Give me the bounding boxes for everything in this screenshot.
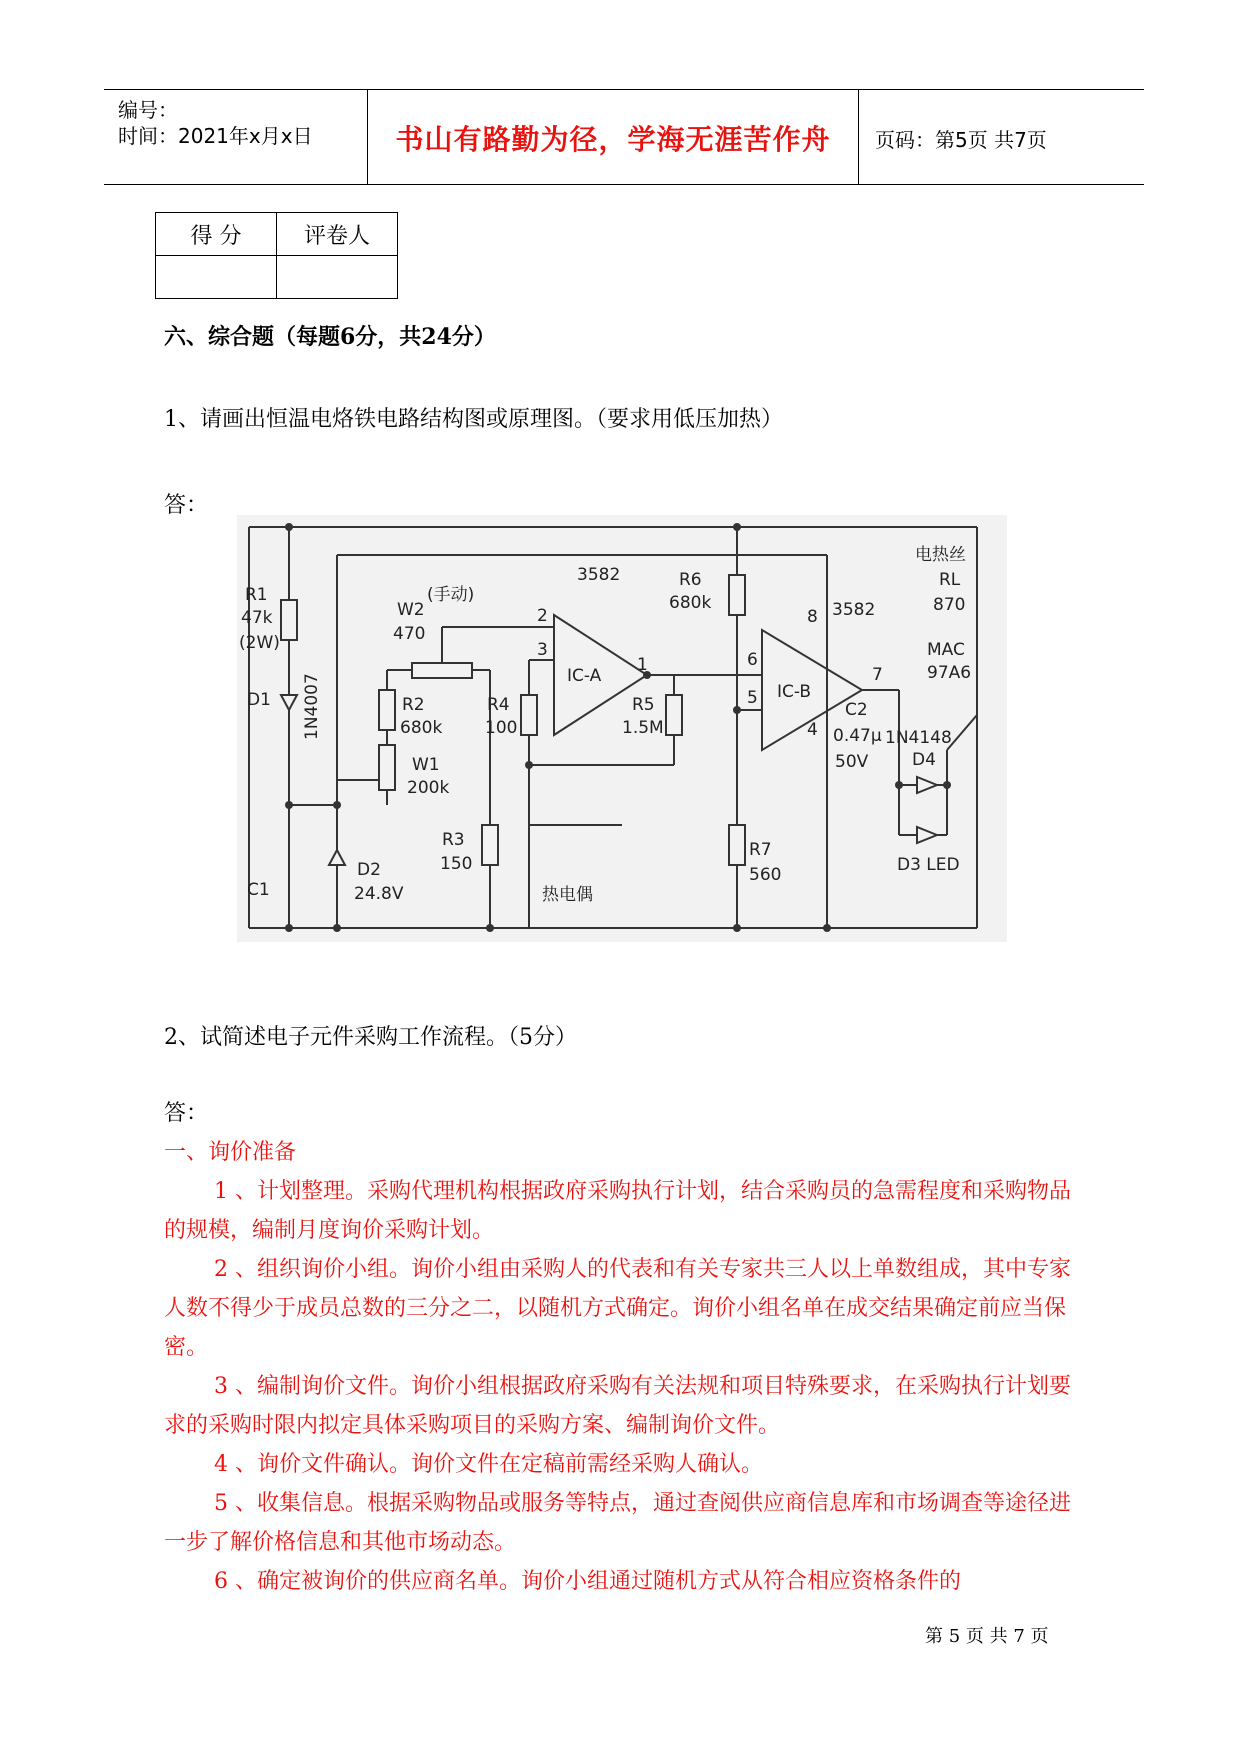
label-r6: R6 — [679, 570, 702, 590]
label-d3: D3 LED — [897, 855, 960, 875]
header-motto-cell — [368, 90, 859, 184]
question-2: 2、试简述电子元件采购工作流程。（5分） — [164, 1025, 577, 1050]
label-w1-val: 200k — [407, 778, 450, 798]
label-r1: R1 — [245, 585, 268, 605]
answer-1-label: 答： — [164, 493, 209, 518]
label-r7-val: 560 — [749, 865, 782, 885]
answer-2-item: 2 、组织询价小组。询价小组由采购人的代表和有关专家共三人以上单数组成，其中专家人数不得少于成员总数的三分之二，以随机方式确定。询价小组名单在成交结果确定前应当保密。 — [164, 1257, 1071, 1360]
r3-resistor — [482, 825, 498, 865]
label-d2: D2 — [357, 860, 381, 880]
label-pin5: 5 — [747, 688, 758, 708]
label-d1: D1 — [247, 690, 271, 710]
label-rl-val: 870 — [933, 595, 966, 615]
time-label: 时间：2021年x月x日 — [118, 124, 313, 148]
r7-resistor — [729, 825, 745, 865]
answer-2-items — [164, 1172, 1092, 1601]
r4-resistor — [521, 695, 537, 735]
answer-2-item: 5 、收集信息。根据采购物品或服务等特点，通过查阅供应商信息库和市场调查等途径进一步了解价格信息和其他市场动态。 — [164, 1491, 1071, 1555]
label-manual: (手动) — [427, 585, 475, 605]
label-c1: C1 — [247, 880, 270, 900]
label-pin3: 3 — [537, 640, 548, 660]
answer-2-heading: 一、询价准备 — [164, 1140, 297, 1165]
label-r2: R2 — [402, 695, 425, 715]
label-thermo: 热电偶 — [542, 885, 593, 905]
grader-cell — [277, 256, 398, 299]
question-1: 1、请画出恒温电烙铁电路结构图或原理图。（要求用低压加热） — [164, 407, 783, 432]
w1-potentiometer — [379, 745, 395, 790]
label-d4: D4 — [912, 750, 936, 770]
label-pin4: 4 — [807, 720, 818, 740]
page-header — [104, 89, 1144, 185]
r2-resistor — [379, 690, 395, 730]
answer-2-item: 6 、确定被询价的供应商名单。询价小组通过随机方式从符合相应资格条件的 — [214, 1569, 961, 1594]
section-title: 六、综合题（每题6分，共24分） — [164, 324, 496, 350]
label-d2-val: 24.8V — [354, 884, 404, 904]
answer-2-item: 1 、计划整理。采购代理机构根据政府采购执行计划，结合采购员的急需程度和采购物品的规模，编制月度询价采购计划。 — [164, 1179, 1071, 1243]
label-heater: 电热丝 — [915, 545, 966, 565]
label-r3: R3 — [442, 830, 465, 850]
label-c2-val: 0.47μ — [833, 726, 882, 746]
motto: 书山有路勤为径，学海无涯苦作舟 — [395, 123, 831, 156]
label-r7: R7 — [749, 840, 772, 860]
answer-2-item: 3 、编制询价文件。询价小组根据政府采购有关法规和项目特殊要求，在采购执行计划要求的采购时限内拟定具体采购项目的采购方案、编制询价文件。 — [164, 1374, 1071, 1438]
label-d1-part: 1N4007 — [302, 673, 322, 740]
label-w1: W1 — [412, 755, 440, 775]
label-pin6: 6 — [747, 650, 758, 670]
label-d4-part: 1N4148 — [885, 728, 952, 748]
grader-header: 评卷人 — [277, 213, 398, 256]
label-r4-val: 100 — [485, 718, 518, 738]
header-right-cell — [859, 90, 1144, 184]
r5-resistor — [666, 695, 682, 735]
label-r6-val: 680k — [669, 593, 712, 613]
answer-2-label: 答： — [164, 1101, 209, 1126]
label-w2-val: 470 — [393, 624, 426, 644]
score-header: 得 分 — [156, 213, 277, 256]
score-table — [155, 212, 398, 299]
page-footer: 第 5 页 共 7 页 — [925, 1626, 1049, 1647]
label-pin2: 2 — [537, 606, 548, 626]
label-icb-part: 3582 — [832, 600, 876, 620]
label-ica: IC-A — [567, 666, 602, 686]
label-r4: R4 — [487, 695, 510, 715]
label-w2: W2 — [397, 600, 425, 620]
page-label: 页码：第5页 共7页 — [875, 128, 1047, 152]
answer-2-item: 4 、询价文件确认。询价文件在定稿前需经采购人确认。 — [214, 1452, 763, 1477]
w2-potentiometer — [412, 663, 472, 678]
score-cell — [156, 256, 277, 299]
circuit-diagram — [237, 515, 1007, 942]
label-r5-val: 1.5M — [622, 718, 664, 738]
label-pin8: 8 — [807, 607, 818, 627]
label-c2-volt: 50V — [835, 752, 869, 772]
label-triac: MAC — [927, 640, 965, 660]
label-ica-part: 3582 — [577, 565, 621, 585]
label-r1-val: 47k — [241, 608, 273, 628]
label-r5: R5 — [632, 695, 655, 715]
label-pin7: 7 — [872, 665, 883, 685]
label-icb: IC-B — [777, 682, 812, 702]
header-left-cell — [104, 90, 368, 184]
label-r3-val: 150 — [440, 854, 473, 874]
label-rl: RL — [939, 570, 961, 590]
label-r2-val: 680k — [400, 718, 443, 738]
label-pin1: 1 — [637, 655, 648, 675]
r6-resistor — [729, 575, 745, 615]
serial-label: 编号： — [118, 98, 178, 122]
r1-resistor — [281, 600, 297, 640]
label-c2: C2 — [845, 700, 868, 720]
label-triac-val: 97A6 — [927, 663, 972, 683]
label-r1-pow: (2W) — [239, 633, 280, 653]
